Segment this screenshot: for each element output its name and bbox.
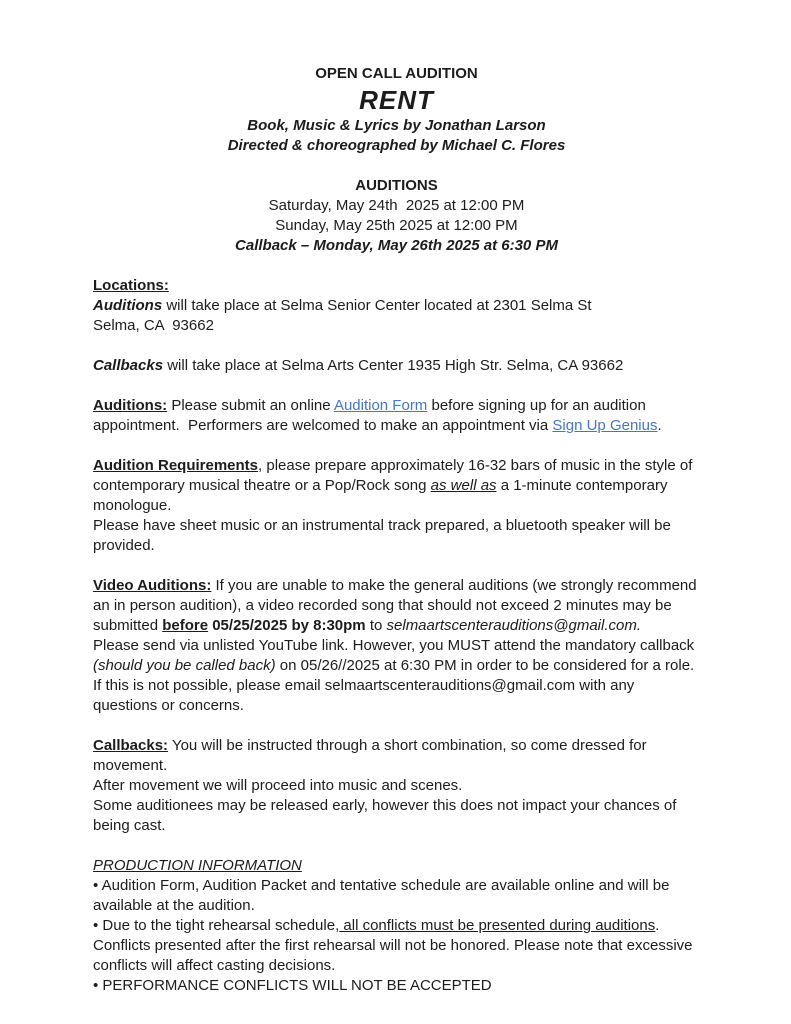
sign-up-genius-link[interactable]: Sign Up Genius — [552, 417, 658, 434]
signup-section — [93, 396, 700, 436]
production-bullet-2-underlined: all conflicts must be presented during auditions — [339, 917, 656, 934]
locations-callbacks-line — [93, 356, 700, 376]
requirements-paragraph — [93, 456, 700, 516]
signup-paragraph — [93, 396, 700, 436]
callbacks-line-2: After movement we will proceed into music and scenes. — [93, 777, 463, 794]
requirements-text-1: , please prepare approximately 16-32 bars of music in the style of contemporary musical theatre or a Pop/Rock song — [93, 457, 697, 494]
video-deadline-before: before — [162, 617, 209, 634]
requirements-label: Audition Requirements — [93, 457, 259, 474]
video-paragraph-1 — [93, 576, 700, 636]
callbacks-text-1: You will be instructed through a short combination, so come dressed for movement. — [93, 737, 651, 774]
auditions-venue-text: will take place at Selma Senior Center located at 2301 Selma St — [162, 297, 592, 314]
callbacks-section — [93, 736, 700, 836]
signup-text-1: Please submit an online — [167, 397, 334, 414]
production-bullet-2-text-2: . — [655, 917, 660, 934]
schedule-date-2: Sunday, May 25th 2025 at 12:00 PM — [275, 217, 518, 234]
locations-heading — [93, 276, 700, 296]
video-text-2: to — [365, 617, 387, 634]
video-paragraph-2 — [93, 636, 700, 676]
signup-label: Auditions: — [93, 397, 168, 414]
callbacks-venue-text: will take place at Selma Arts Center 1935 High Str. Selma, CA 93662 — [163, 357, 624, 374]
signup-text-3: . — [657, 417, 662, 434]
locations-auditions-line — [93, 296, 700, 316]
production-info-section — [93, 856, 700, 996]
byline-director: Directed & choreographed by Michael C. Flores — [227, 137, 566, 154]
requirements-section — [93, 456, 700, 556]
production-heading — [93, 856, 700, 876]
video-label: Video Auditions: — [93, 577, 212, 594]
video-paragraph-3: If this is not possible, please email selmaartscenterauditions@gmail.com with any questions or concerns. — [93, 677, 639, 714]
requirements-text-2: a 1-minute contemporary monologue. — [93, 477, 672, 514]
header-block — [93, 64, 700, 156]
video-line2-text-1: Please send via unlisted YouTube link. However, you MUST attend the mandatory callback — [93, 637, 699, 654]
schedule-callback: Callback – Monday, May 26th 2025 at 6:30 PM — [235, 237, 558, 254]
video-email-italic: selmaartscenterauditions@gmail.com. — [386, 617, 642, 634]
video-text-1: If you are unable to make the general auditions (we strongly recommend an in person audition), a video recorded song that should not exceed 2 minutes may be submitted — [93, 577, 701, 634]
callbacks-label: Callbacks: — [93, 737, 169, 754]
production-bullet-2-continuation: Conflicts presented after the first rehearsal will not be honored. Please note that excessive conflicts will affect casting decisions. — [93, 937, 697, 974]
locations-auditions-city: Selma, CA 93662 — [93, 317, 214, 334]
production-bullet-3: • PERFORMANCE CONFLICTS WILL NOT BE ACCEPTED — [93, 977, 492, 994]
locations-section — [93, 276, 700, 376]
requirements-emphasis: as well as — [430, 477, 497, 494]
production-bullet-1: • Audition Form, Audition Packet and tentative schedule are available online and will be available at the audition. — [93, 877, 674, 914]
kicker: OPEN CALL AUDITION — [315, 65, 478, 82]
production-bullet-2 — [93, 916, 700, 936]
byline-authors: Book, Music & Lyrics by Jonathan Larson — [247, 117, 546, 134]
video-line2-text-2: on 05/26//2025 at 6:30 PM in order to be considered for a role. — [275, 657, 695, 674]
show-title: RENT — [359, 85, 434, 115]
audition-form-link[interactable]: Audition Form — [333, 397, 428, 414]
video-auditions-section — [93, 576, 700, 716]
schedule-heading: AUDITIONS — [355, 177, 438, 194]
requirements-sheet-music-line: Please have sheet music or an instrumental track prepared, a bluetooth speaker will be provided. — [93, 517, 675, 554]
production-bullet-2-text-1: • Due to the tight rehearsal schedule, — [93, 917, 340, 934]
auditions-schedule — [93, 176, 700, 256]
callbacks-word: Callbacks — [93, 357, 164, 374]
callbacks-paragraph — [93, 736, 700, 776]
production-heading-label: PRODUCTION INFORMATION — [93, 857, 302, 874]
auditions-word: Auditions — [93, 297, 163, 314]
video-line2-parenthetical: (should you be called back) — [93, 657, 276, 674]
video-deadline-rest: 05/25/2025 by 8:30pm — [208, 617, 366, 634]
locations-heading-label: Locations: — [93, 277, 169, 294]
schedule-date-1: Saturday, May 24th 2025 at 12:00 PM — [268, 197, 525, 214]
callbacks-line-3: Some auditionees may be released early, however this does not impact your chances of being cast. — [93, 797, 681, 834]
signup-text-2: before signing up for an audition appointment. Performers are welcomed to make an appointment via — [93, 397, 650, 434]
